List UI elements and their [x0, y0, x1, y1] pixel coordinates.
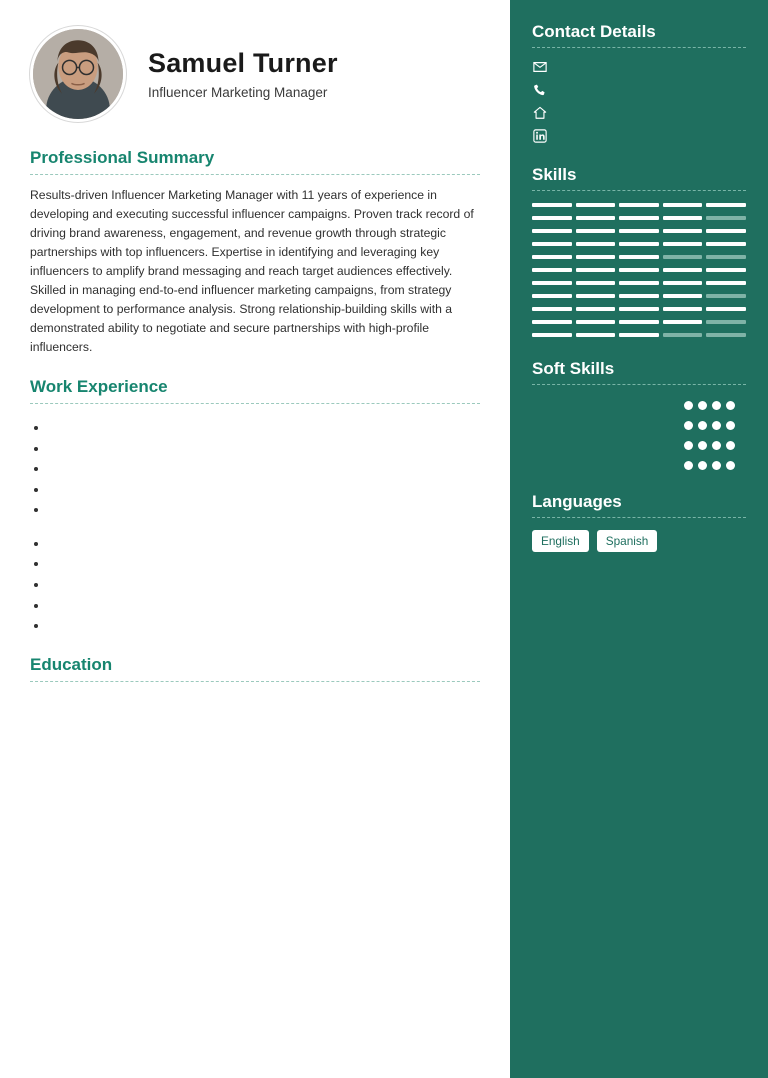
skill-segment: [576, 242, 616, 246]
skill-rating-bar: [532, 216, 746, 220]
soft-skill-dot: [684, 421, 693, 430]
skill-rating-bar: [532, 307, 746, 311]
work-bullet: [48, 617, 480, 635]
skill-segment: [576, 229, 616, 233]
skill-segment: [619, 255, 659, 259]
divider: [30, 403, 480, 404]
skill-segment: [663, 307, 703, 311]
skill-segment: [576, 216, 616, 220]
soft-skill-rating: [684, 437, 746, 450]
skill-segment: [619, 281, 659, 285]
skill-segment: [532, 255, 572, 259]
soft-skill-dot: [712, 421, 721, 430]
contact-list: [532, 60, 746, 143]
resume-header: [30, 26, 480, 122]
language-chip: Spanish: [597, 530, 658, 552]
header-text: [148, 48, 338, 99]
soft-skills-heading: Soft Skills: [532, 359, 615, 378]
soft-skill-dot: [698, 441, 707, 450]
contact-item[interactable]: [532, 83, 746, 97]
work-bullet: [48, 419, 480, 437]
summary-heading: Professional Summary: [30, 148, 215, 167]
soft-skill-rating: [684, 457, 746, 470]
work-heading: Work Experience: [30, 377, 168, 397]
skill-item: [532, 229, 746, 233]
divider: [532, 190, 746, 191]
skill-segment: [576, 320, 616, 324]
contact-heading: Contact Details: [532, 22, 656, 41]
envelope-icon: [532, 60, 547, 74]
contact-item[interactable]: [532, 106, 746, 120]
skill-segment: [663, 255, 703, 259]
skill-segment: [532, 268, 572, 272]
divider: [532, 47, 746, 48]
skill-segment: [619, 307, 659, 311]
section-work-experience: [30, 377, 480, 634]
section-soft-skills: [532, 359, 746, 470]
skill-segment: [619, 242, 659, 246]
work-bullet: [48, 535, 480, 553]
soft-skill-dot: [712, 461, 721, 470]
soft-skill-dot: [726, 441, 735, 450]
language-chip: English: [532, 530, 589, 552]
skill-item: [532, 320, 746, 324]
divider: [30, 681, 480, 682]
skill-rating-bar: [532, 242, 746, 246]
skill-segment: [706, 203, 746, 207]
work-bullet-list: [48, 419, 480, 519]
skill-segment: [706, 281, 746, 285]
divider: [532, 517, 746, 518]
skill-segment: [576, 255, 616, 259]
skill-segment: [706, 255, 746, 259]
skill-item: [532, 307, 746, 311]
skills-list: [532, 203, 746, 337]
languages-list: [532, 530, 746, 552]
skill-segment: [532, 294, 572, 298]
skill-segment: [619, 268, 659, 272]
soft-skill-dot: [698, 421, 707, 430]
home-icon: [532, 106, 547, 120]
work-bullet: [48, 555, 480, 573]
skill-segment: [532, 242, 572, 246]
skill-segment: [576, 268, 616, 272]
work-item: [30, 415, 480, 519]
soft-skill-dot: [726, 461, 735, 470]
skill-segment: [576, 333, 616, 337]
soft-skill-dot: [726, 421, 735, 430]
skill-item: [532, 281, 746, 285]
work-bullet: [48, 440, 480, 458]
work-list: [30, 415, 480, 634]
skill-item: [532, 216, 746, 220]
work-bullet: [48, 460, 480, 478]
skill-item: [532, 242, 746, 246]
skill-segment: [706, 320, 746, 324]
skill-segment: [532, 320, 572, 324]
education-list: [30, 693, 480, 706]
skill-segment: [532, 307, 572, 311]
skill-item: [532, 333, 746, 337]
work-item: [30, 531, 480, 635]
skill-rating-bar: [532, 281, 746, 285]
skill-segment: [619, 294, 659, 298]
skill-rating-bar: [532, 255, 746, 259]
skill-segment: [576, 307, 616, 311]
skill-segment: [706, 333, 746, 337]
skill-segment: [706, 216, 746, 220]
skill-segment: [706, 268, 746, 272]
divider: [532, 384, 746, 385]
soft-skill-rating: [684, 417, 746, 430]
skill-segment: [619, 320, 659, 324]
skill-segment: [706, 294, 746, 298]
skill-item: [532, 203, 746, 207]
summary-text: Results-driven Influencer Marketing Manager with 11 years of experience in developing and executing successful influencer campaigns. Proven track record of driving brand awareness, engagement, and revenue growth through strategic partnerships with top influencers. Expertise in identifying and leveraging key influencers to amplify brand messaging and reach target audiences effectively. Skilled in managing end-to-end influencer marketing campaigns, from strategy development to performance analysis. Strong relationship-building skills with a demonstrated ability to negotiate and secure partnerships with high-profile influencers.: [30, 188, 474, 355]
page-title: Samuel Turner: [148, 48, 338, 79]
education-heading: Education: [30, 654, 113, 674]
skill-segment: [532, 229, 572, 233]
skill-segment: [663, 281, 703, 285]
skill-segment: [619, 216, 659, 220]
avatar: [30, 26, 126, 122]
work-bullet-list: [48, 535, 480, 635]
contact-item[interactable]: [532, 60, 746, 74]
soft-skill-dot: [712, 401, 721, 410]
skill-segment: [532, 281, 572, 285]
profile-job-title: Influencer Marketing Manager: [148, 84, 328, 100]
work-bullet: [48, 481, 480, 499]
work-bullet: [48, 576, 480, 594]
skill-item: [532, 268, 746, 272]
skill-segment: [532, 203, 572, 207]
section-professional-summary: [30, 148, 480, 357]
skill-segment: [663, 203, 703, 207]
soft-skill-item: [532, 457, 746, 470]
skill-segment: [576, 294, 616, 298]
linkedin-icon: [532, 129, 547, 143]
work-bullet: [48, 501, 480, 519]
soft-skill-dot: [698, 401, 707, 410]
resume-sidebar: [510, 0, 768, 1078]
skill-segment: [663, 333, 703, 337]
skill-rating-bar: [532, 203, 746, 207]
skill-segment: [619, 203, 659, 207]
skill-segment: [576, 203, 616, 207]
skill-segment: [663, 268, 703, 272]
skill-segment: [532, 216, 572, 220]
section-languages: [532, 492, 746, 552]
languages-heading: Languages: [532, 492, 622, 511]
skill-segment: [663, 320, 703, 324]
skill-segment: [663, 294, 703, 298]
divider: [30, 174, 480, 175]
skill-segment: [663, 216, 703, 220]
skill-segment: [706, 307, 746, 311]
skill-rating-bar: [532, 320, 746, 324]
skill-rating-bar: [532, 229, 746, 233]
section-contact-details: [532, 22, 746, 143]
phone-icon: [532, 83, 547, 97]
soft-skill-rating: [684, 397, 746, 410]
soft-skill-dot: [698, 461, 707, 470]
skill-segment: [706, 242, 746, 246]
soft-skill-dot: [684, 461, 693, 470]
soft-skill-item: [532, 437, 746, 450]
skill-rating-bar: [532, 268, 746, 272]
skill-segment: [619, 333, 659, 337]
soft-skill-item: [532, 417, 746, 430]
soft-skills-list: [532, 397, 746, 470]
soft-skill-item: [532, 397, 746, 410]
soft-skill-dot: [712, 441, 721, 450]
section-skills: [532, 165, 746, 337]
skills-heading: Skills: [532, 165, 577, 184]
soft-skill-dot: [684, 441, 693, 450]
skill-rating-bar: [532, 294, 746, 298]
skill-segment: [532, 333, 572, 337]
skill-item: [532, 294, 746, 298]
section-education: [30, 655, 480, 706]
skill-segment: [619, 229, 659, 233]
contact-item[interactable]: [532, 129, 746, 143]
work-bullet: [48, 597, 480, 615]
skill-segment: [663, 229, 703, 233]
skill-rating-bar: [532, 333, 746, 337]
skill-segment: [706, 229, 746, 233]
soft-skill-dot: [726, 401, 735, 410]
skill-item: [532, 255, 746, 259]
soft-skill-dot: [684, 401, 693, 410]
skill-segment: [576, 281, 616, 285]
skill-segment: [663, 242, 703, 246]
